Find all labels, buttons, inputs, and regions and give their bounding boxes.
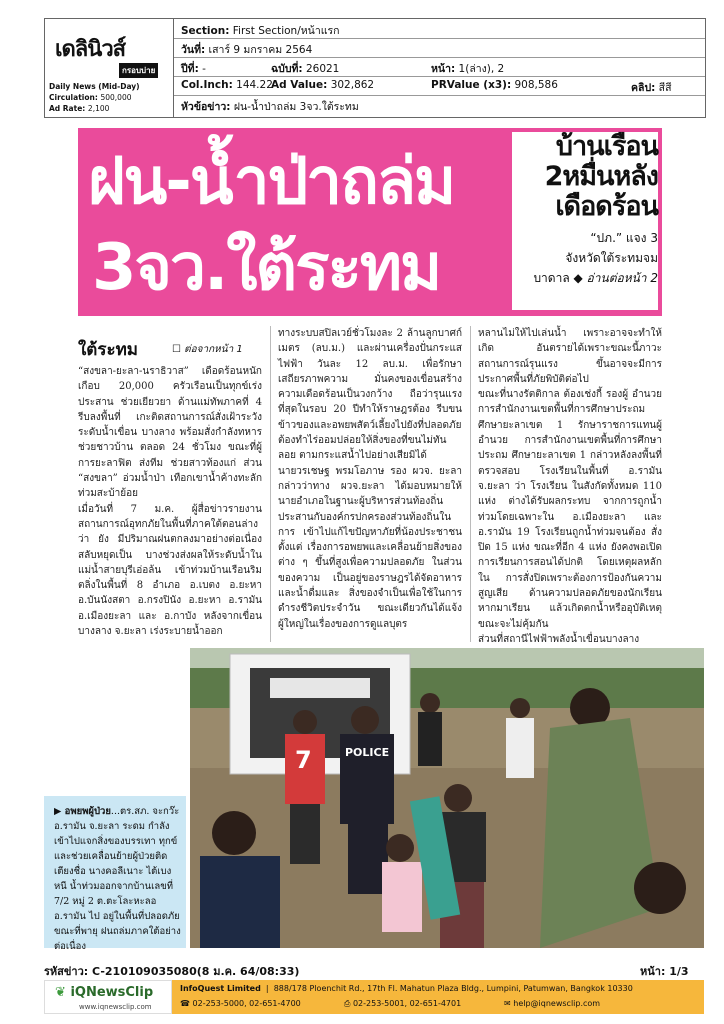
sub-headline-1: บ้านเรือน bbox=[555, 131, 658, 162]
prvalue-field: PRValue (x3): 908,586 bbox=[431, 79, 558, 91]
publication-edition: กรอบบ่าย bbox=[119, 63, 158, 78]
shirt-number: 7 bbox=[295, 746, 312, 774]
read-more-link[interactable]: อ่านต่อหน้า 2 bbox=[586, 271, 658, 285]
ad-rate: Ad Rate: 2,100 bbox=[49, 104, 110, 113]
publication-logo: เดลินิวส์ bbox=[55, 31, 167, 67]
clip-field: คลิป: สีสี bbox=[631, 82, 672, 94]
photo-caption: ▶ อพยพผู้ป่วย...ตร.สภ. จะกว๊ะ อ.รามัน จ.ยะลา ระดม กำลังเข้าไปแจกสิ่งของบรรเทา ทุกข์และช่วยเคลื่อนย้ายผู้ป่วยติด เตียงชื่อ นางคอลีเนาะ ไต้เบง หนี น้ำท่วมออกจากบ้านเลขที่ 7/2 หมู่ 2 ต.ตะโละหะลอ อ.รามัน ไป อยู่ในพื้นที่ปลอดภัย ขณะที่พายุ ฝนถล่มภาคใต้อย่างต่อเนื่อง bbox=[44, 796, 186, 948]
year-field: ปีที่: - bbox=[181, 63, 206, 75]
colinch-field: Col.Inch: 144.22 bbox=[181, 79, 273, 91]
company-address: InfoQuest Limited | 888/178 Ploenchit Rd., 17th Fl. Mahatun Plaza Bldg., Lumpini, Patumwan, Bangkok 10330 bbox=[180, 984, 633, 993]
sub-headline-2: 2หมื่นหลัง bbox=[544, 161, 658, 192]
caption-head: อพยพผู้ป่วย bbox=[64, 806, 111, 817]
publication-meta bbox=[49, 81, 140, 114]
brand-block bbox=[44, 980, 172, 1014]
police-shirt-text: POLICE bbox=[345, 746, 390, 759]
clip-header bbox=[44, 18, 706, 118]
date-row: วันที่: เสาร์ 9 มกราคม 2564 bbox=[181, 44, 313, 56]
flood-evacuation-illustration bbox=[190, 648, 704, 948]
sub-text-3: บาดาล ◆ อ่านต่อหน้า 2 bbox=[533, 271, 658, 285]
news-photo bbox=[190, 648, 704, 948]
fax-row: ⎙ 02-253-5001, 02-651-4701 bbox=[344, 999, 462, 1008]
topic-field: หัวข้อข่าว: ฝน-น้ำป่าถล่ม 3จว.ใต้ระทม bbox=[181, 101, 359, 113]
brand-logo: ❦ iQNewsClip bbox=[55, 985, 154, 1000]
clip-code: รหัสข่าว: C-210109035080(8 ม.ค. 64/08:33) bbox=[44, 965, 300, 978]
article-column-3: หลานไม่ให้ไปเล่นน้ำ เพราะอาจจะทำให้เกิด อันตรายได้เพราะขณะนี้ภาวะสถานการณ์รุนแรง ขึ้นอาจจะมีการประกาศพื้นที่ภัยพิบัติต่อไป ขณะที่นางรัตติกาล ต้องเช่งกี้ รองผู้ อำนวยการสำนักงานเขตพื้นที่การศึกษาประถม ศึกษายะลาเขต 1 รักษาราชการแทนผู้อำนวย การสำนักงานเขตพื้นที่การศึกษาประถม ศึกษายะลาเขต 1 กล่าวหลังลงพื้นที่ตรวจสอบ โรงเรียนในพื้นที่ อ.รามัน จ.ยะลา ว่า โรงเรียน ในสังกัดทั้งหมด 110 แห่ง ต่างได้รับผลกระทบ จากการถูกน้ำท่วมโดยเฉพาะใน อ.เมืองยะลา และ อ.รามัน 19 โรงเรียนถูกน้ำท่วมจนต้อง สั่งปิด 15 แห่ง ขณะที่อีก 4 แห่ง ยังคงพอเปิด การเรียนการสอนได้ปกติ โดยเหตุผลหลักใน การสั่งปิดเพราะต้องการป้องกันความสูญเสีย ด้านความปลอดภัยของนักเรียน หากมาเรียน แล้วเกิดตกน้ำหรืออุบัติเหตุขณะจะไม่คุ้มกัน ส่วนที่สถานีไฟฟ้าพลังน้ำเขื่อนบางลาง bbox=[478, 328, 662, 645]
brand-url[interactable]: www.iqnewsclip.com bbox=[79, 1003, 152, 1011]
printer-icon: ⎙ bbox=[344, 999, 351, 1008]
advalue-field: Ad Value: 302,862 bbox=[271, 79, 375, 91]
email-row[interactable]: ✉ help@iqnewsclip.com bbox=[504, 999, 601, 1008]
phone-row: ☎ 02-253-5000, 02-651-4700 bbox=[180, 999, 301, 1008]
caption-body: ...ตร.สภ. จะกว๊ะ อ.รามัน จ.ยะลา ระดม กำลังเข้าไปแจกสิ่งของบรรเทา ทุกข์และช่วยเคลื่อนย้ายผู้ป่วยติด เตียงชื่อ นางคอลีเนาะ ไต้เบง หนี น้ำท่วมออกจากบ้านเลขที่ 7/2 หมู่ 2 ต.ตะโละหะลอ อ.รามัน ไป อยู่ในพื้นที่ปลอดภัย ขณะที่พายุ ฝนถล่มภาคใต้อย่างต่อเนื่อง bbox=[54, 806, 181, 952]
email-icon: ✉ bbox=[504, 999, 511, 1008]
sub-headline-box bbox=[512, 132, 658, 310]
article-column-2: ทางระบบสปิลเวย์ชั่วโมงละ 2 ล้านลูกบาศก์ เมตร (ลบ.ม.) และผ่านเครื่องปั่นกระแสไฟฟ้า วันละ 12 ลบ.ม. เพื่อรักษาเสถียรภาพความ มั่นคงของเขื่อนสร้างความเดือดร้อนเป็นวงกว้าง ถือว่ารุนแรงที่สุดในรอบ 20 ปีทำให้ราษฎรต้อง รีบขนข้าวของและอพยพสัตว์เลี้ยงไปยังที่ปลอดภัย ต้องทำไร่ออมปล่อยให้สิ่งของที่ขนไม่ทันลอย ตามกระแสน้ำไปอย่างเสียมิได้ นายวรเชษฐ พรมโอภาษ รอง ผวจ. ยะลา กล่าวว่าทาง ผวจ.ยะลา ได้มอบหมายให้ นายอำเภอในฐานะผู้บริหารส่วนท้องถิ่น ประสานกับองค์กรปกครองส่วนท้องถิ่นในการ เข้าไปแก้ไขปัญหาภัยที่น้องประชาชนตั้งแต่ เรื่องการอพยพและเคลื่อนย้ายสิ่งของต่าง ๆ ขึ้นที่สูงเพื่อความปลอดภัย ในส่วนของความ เป็นอยู่ของราษฎรได้จัดอาหารและน้ำดื่มและ สิ่งของจำเป็นเพื่อใช้ในการดำรงชีวิตประจำวัน ขณะเดียวกันได้แจ้งผู้ใหญ่ในเรื่องของการดูแลบุตร bbox=[278, 328, 462, 630]
continued-from: ☐ ต่อจากหน้า 1 bbox=[172, 344, 243, 355]
issue-field: ฉบับที่: 26021 bbox=[271, 63, 340, 75]
sub-text-1: “ปภ.” แจง 3 bbox=[590, 231, 658, 245]
clip-page: หน้า: 1/3 bbox=[640, 965, 689, 978]
sub-text-2: จังหวัดใต้ระทมจม bbox=[565, 251, 658, 265]
sub-headline-3: เดือดร้อน bbox=[555, 191, 658, 222]
footer-bar bbox=[44, 980, 704, 1014]
page-field: หน้า: 1(ล่าง), 2 bbox=[431, 63, 505, 75]
headline-line-1: ฝน-น้ำป่าถล่ม bbox=[88, 145, 455, 219]
publication-logo-block bbox=[45, 19, 174, 117]
section-row: Section: First Section/หน้าแรก bbox=[181, 25, 340, 37]
article-column-1: “สงขลา-ยะลา-นราธิวาส” เดือดร้อนหนัก เกือบ 20,000 ครัวเรือนเป็นทุกข์เร่งประสาน ช่วยเยียวยา ด้านแม่ทัพภาคที่ 4 รีบลงพื้นที่ เกะติดสถานการณ์สั่งเฝ้าระวังระดับน้ำเขื่อน บางลาง พร้อมสั่งกำลังทหารช่วยชาวบ้าน ตลอด 24 ชั่วโมง ขณะที่ผู้การยะลาฟิต ส่งทีม ช่วยสาวท้องแก่ ส่วน “สงขลา” อ่วมน้ำป่า เทือกเขาน้ำค้างทะลักท่วมสะบ้าย้อย เมื่อวันที่ 7 ม.ค. ผู้สื่อข่าวรายงาน สถานการณ์อุทกภัยในพื้นที่ภาคใต้ตอนล่างว่า ยัง มีปริมาณฝนตกลงมาอย่างต่อเนื่องสลับหยุดเป็น บางช่วงส่งผลให้ระดับน้ำในแม่น้ำสายบุรีเอ่อล้น เข้าท่วมบ้านเรือนริมตลิ่งในพื้นที่ 8 อำเภอ อ.เบตง อ.ยะหา อ.บันนังสตา อ.กรงปินัง อ.ยะหา อ.รามัน อ.เมืองยะลา และ อ.กาบัง หลังจากเขื่อนบางลาง จ.ยะลา เร่งระบายน้ำออก bbox=[78, 366, 262, 638]
leaf-icon: ❦ bbox=[55, 985, 66, 1000]
circulation: Circulation: 500,000 bbox=[49, 93, 132, 102]
headline-line-2: 3จว.ใต้ระทม bbox=[92, 231, 441, 305]
article-kicker: ใต้ระทม bbox=[78, 340, 139, 360]
paper-name: Daily News (Mid-Day) bbox=[49, 82, 140, 91]
phone-icon: ☎ bbox=[180, 999, 190, 1008]
